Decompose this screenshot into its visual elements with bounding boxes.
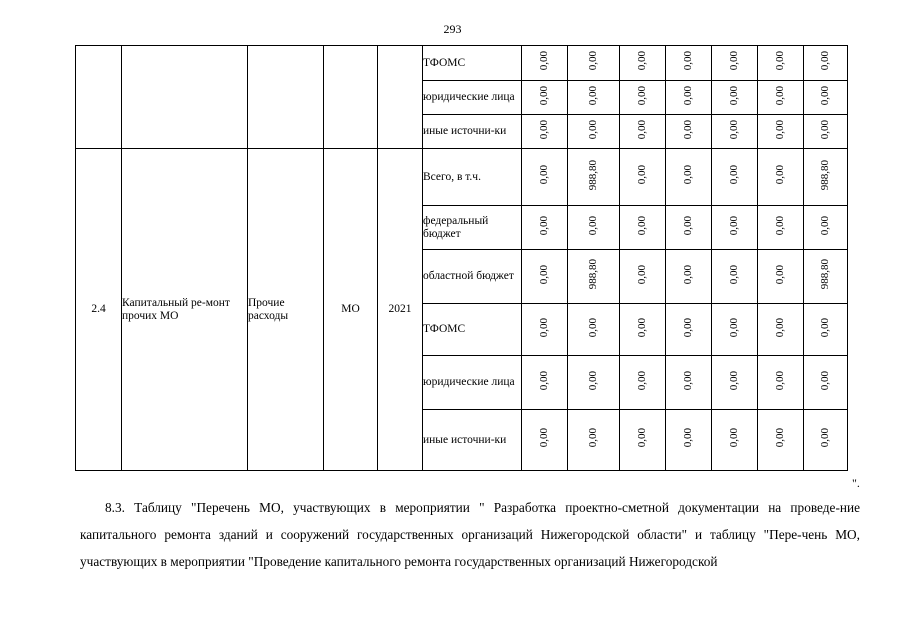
value-text: 0,00 [728,370,740,391]
value-cell [522,149,568,206]
value-text: 0,00 [682,51,694,71]
value-cell [758,81,804,115]
value-text: 0,00 [587,51,599,71]
value-text: 0,00 [774,215,786,236]
expense-type: Прочие расходы [248,149,324,471]
value-cell [666,206,712,250]
value-text: 0,00 [728,119,740,140]
value-text: 0,00 [819,215,831,236]
value-cell [568,206,620,250]
value-text: 0,00 [587,370,599,391]
value-cell [804,356,848,410]
value-cell [804,304,848,356]
funding-source: иные источни-ки [423,410,522,471]
value-cell [666,81,712,115]
value-text: 0,00 [538,165,550,185]
value-cell [568,250,620,304]
value-text: 0,00 [636,165,648,185]
value-text: 0,00 [587,428,599,448]
item-name: Капитальный ре-монт прочих МО [122,149,248,471]
value-cell [568,149,620,206]
value-cell [568,115,620,149]
value-text: 0,00 [774,119,786,140]
value-text: 0,00 [819,85,831,106]
value-text: 0,00 [636,370,648,391]
empty-cell [324,46,378,149]
value-cell [568,410,620,471]
value-cell [620,304,666,356]
value-text: 0,00 [682,370,694,391]
value-text: 0,00 [819,119,831,140]
value-cell [666,149,712,206]
value-text: 0,00 [538,317,550,338]
value-text: 0,00 [682,119,694,140]
value-cell [522,410,568,471]
value-cell [712,206,758,250]
value-text: 0,00 [682,428,694,448]
body-paragraph [80,494,860,575]
value-cell [758,410,804,471]
value-cell [522,356,568,410]
value-text: 0,00 [538,428,550,448]
value-cell [666,250,712,304]
value-text: 0,00 [774,264,786,285]
empty-cell [76,46,122,149]
funding-source: федеральный бюджет [423,206,522,250]
value-cell [522,46,568,81]
value-text: 0,00 [774,317,786,338]
value-text: 0,00 [774,85,786,106]
value-cell [620,206,666,250]
value-text: 0,00 [538,85,550,106]
value-text: 0,00 [587,85,599,106]
item-number: 2.4 [76,149,122,471]
value-text: 988,80 [819,259,831,290]
value-text: 0,00 [636,264,648,285]
value-cell [666,410,712,471]
table-row [76,149,848,206]
value-cell [712,149,758,206]
value-cell [758,115,804,149]
paragraph-text: 8.3. Таблицу "Перечень МО, участвующих в мероприятии " Разработка проектно-сметной документации на проведе-ние капитального ремонта зданий и сооружений государственных организаций Нижегородской области" и таблицу "Пере-чень МО, участвующих в мероприятии "Проведение капитального ремонта государственных организаций Нижегородской [80,500,860,569]
value-cell [758,356,804,410]
value-cell [758,46,804,81]
value-text: 0,00 [538,119,550,140]
value-text: 0,00 [728,317,740,338]
item-year: 2021 [378,149,423,471]
value-text: 0,00 [728,215,740,236]
funding-source: юридические лица [423,356,522,410]
value-text: 0,00 [587,215,599,236]
value-cell [666,304,712,356]
value-cell [666,46,712,81]
value-cell [620,410,666,471]
value-cell [522,115,568,149]
empty-cell [248,46,324,149]
funding-source: юридические лица [423,81,522,115]
value-text: 0,00 [819,317,831,338]
value-text: 0,00 [682,215,694,236]
value-cell [804,250,848,304]
closing-quote: ". [852,476,860,490]
value-cell [712,46,758,81]
value-cell [804,206,848,250]
value-text: 0,00 [728,264,740,285]
value-cell [804,81,848,115]
value-cell [712,304,758,356]
value-cell [620,356,666,410]
value-cell [804,149,848,206]
value-text: 0,00 [819,51,831,71]
value-text: 988,80 [587,159,599,191]
page-number: 293 [443,22,462,36]
value-cell [620,149,666,206]
value-cell [758,304,804,356]
value-text: 0,00 [682,264,694,285]
table-row [76,46,848,81]
value-cell [568,304,620,356]
funding-source: областной бюджет [423,250,522,304]
value-text: 0,00 [682,165,694,185]
value-cell [522,81,568,115]
value-cell [568,46,620,81]
value-cell [712,81,758,115]
value-text: 0,00 [538,215,550,236]
budget-table [75,45,848,471]
value-cell [620,250,666,304]
value-cell [712,356,758,410]
value-text: 0,00 [636,215,648,236]
value-text: 0,00 [728,85,740,106]
value-cell [804,46,848,81]
value-text: 0,00 [682,85,694,106]
value-cell [712,410,758,471]
value-cell [620,81,666,115]
value-cell [522,206,568,250]
value-text: 0,00 [728,428,740,448]
empty-cell [122,46,248,149]
value-text: 0,00 [636,119,648,140]
value-text: 0,00 [587,119,599,140]
value-cell [620,115,666,149]
value-cell [666,115,712,149]
value-cell [712,250,758,304]
funding-source: Всего, в т.ч. [423,149,522,206]
value-text: 0,00 [819,370,831,391]
value-cell [666,356,712,410]
value-text: 0,00 [538,264,550,285]
value-text: 988,80 [819,159,831,191]
value-cell [712,115,758,149]
value-text: 0,00 [538,370,550,391]
executor: МО [324,149,378,471]
value-text: 0,00 [682,317,694,338]
value-text: 0,00 [636,317,648,338]
value-text: 0,00 [774,370,786,391]
value-text: 0,00 [728,165,740,185]
value-text: 0,00 [774,51,786,71]
value-text: 0,00 [819,428,831,448]
value-cell [758,206,804,250]
value-text: 0,00 [636,428,648,448]
funding-source: ТФОМС [423,46,522,81]
value-text: 0,00 [538,51,550,71]
value-cell [568,81,620,115]
funding-source: иные источни-ки [423,115,522,149]
value-cell [804,115,848,149]
value-cell [758,250,804,304]
value-cell [522,304,568,356]
value-text: 0,00 [774,428,786,448]
value-cell [522,250,568,304]
value-cell [620,46,666,81]
value-cell [758,149,804,206]
value-cell [568,356,620,410]
value-text: 0,00 [636,51,648,71]
value-text: 0,00 [728,51,740,71]
value-text: 0,00 [774,165,786,185]
value-text: 988,80 [587,259,599,290]
value-text: 0,00 [636,85,648,106]
funding-source: ТФОМС [423,304,522,356]
empty-cell [378,46,423,149]
value-text: 0,00 [587,317,599,338]
value-cell [804,410,848,471]
